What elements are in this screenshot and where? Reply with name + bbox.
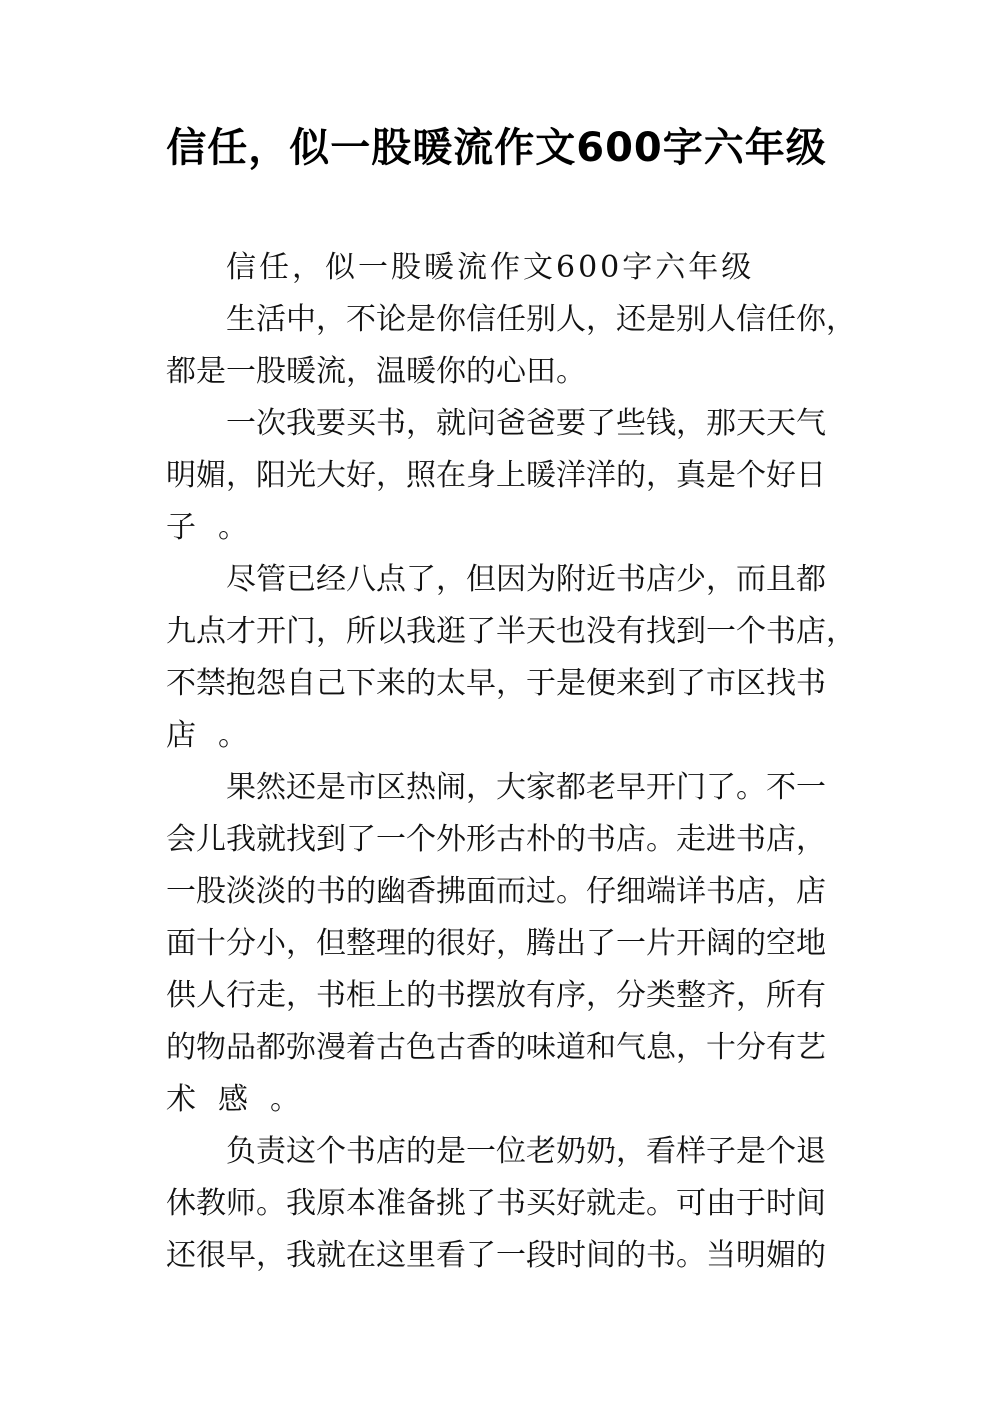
paragraph-line: 休教师。我原本准备挑了书买好就走。可由于时间 — [166, 1186, 826, 1221]
paragraph-line: 面十分小，但整理的很好，腾出了一片开阔的空地 — [166, 926, 826, 961]
document-body — [166, 242, 856, 1282]
paragraph-line: 明媚，阳光大好，照在身上暖洋洋的，真是个好日 — [166, 458, 826, 493]
paragraph-line: 生活中，不论是你信任别人，还是别人信任你， — [226, 302, 856, 337]
paragraph-line: 不禁抱怨自己下来的太早，于是便来到了市区找书 — [166, 666, 826, 701]
paragraph-line: 一次我要买书，就问爸爸要了些钱，那天天气 — [226, 406, 826, 441]
paragraph-line: 负责这个书店的是一位老奶奶，看样子是个退 — [226, 1134, 826, 1169]
paragraph-line: 九点才开门，所以我逛了半天也没有找到一个书店， — [166, 614, 856, 649]
paragraph-line: 果然还是市区热闹，大家都老早开门了。不一 — [226, 770, 826, 805]
paragraph-line: 信任，似一股暖流作文600字六年级 — [226, 250, 755, 285]
paragraph-line: 都是一股暖流，温暖你的心田。 — [166, 354, 586, 389]
paragraph-line: 术感。 — [166, 1082, 322, 1117]
paragraph-line: 的物品都弥漫着古色古香的味道和气息，十分有艺 — [166, 1030, 826, 1065]
paragraph-line: 尽管已经八点了，但因为附近书店少，而且都 — [226, 562, 826, 597]
paragraph-line: 子。 — [166, 510, 270, 545]
paragraph-line: 还很早，我就在这里看了一段时间的书。当明媚的 — [166, 1238, 826, 1273]
paragraph-line: 店。 — [166, 718, 270, 753]
document-title: 信任，似一股暖流作文600字六年级 — [166, 125, 827, 171]
paragraph-line: 供人行走，书柜上的书摆放有序，分类整齐，所有 — [166, 978, 826, 1013]
paragraph-line: 会儿我就找到了一个外形古朴的书店。走进书店， — [166, 822, 826, 857]
paragraph-line: 一股淡淡的书的幽香拂面而过。仔细端详书店，店 — [166, 874, 826, 909]
